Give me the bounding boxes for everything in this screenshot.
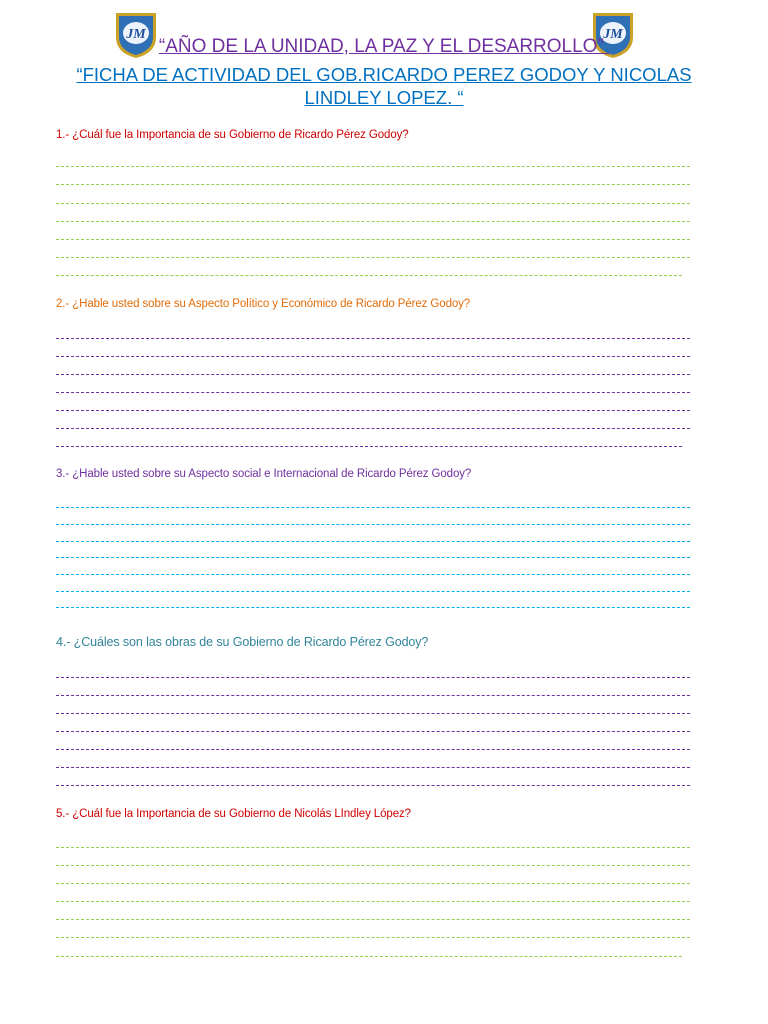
answer-line[interactable]: [56, 713, 690, 714]
answer-line[interactable]: [56, 937, 690, 938]
answer-line[interactable]: [56, 446, 682, 447]
answer-line[interactable]: [56, 356, 690, 357]
answer-line[interactable]: [56, 203, 690, 204]
motto-heading: [0, 36, 768, 58]
answer-line[interactable]: [56, 785, 690, 786]
answer-line[interactable]: [56, 591, 690, 592]
answer-line[interactable]: [56, 574, 690, 575]
answer-line[interactable]: [56, 507, 690, 508]
question-5-number: 5.-: [56, 808, 70, 820]
question-4-number: 4.-: [56, 635, 71, 649]
worksheet-title: “FICHA DE ACTIVIDAD DEL GOB.RICARDO PEREZ GODOY Y NICOLAS LINDLEY LOPEZ. “: [76, 64, 692, 108]
question-5-text: ¿Cuál fue la Importancia de su Gobierno de Nicolás LIndley López?: [72, 808, 411, 820]
answer-line[interactable]: [56, 731, 690, 732]
answer-line[interactable]: [56, 607, 690, 608]
question-4-text: ¿Cuáles son las obras de su Gobierno de Ricardo Pérez Godoy?: [73, 635, 429, 649]
answer-line[interactable]: [56, 410, 690, 411]
svg-text:JM: JM: [603, 27, 623, 42]
answer-line[interactable]: [56, 847, 690, 848]
answer-line[interactable]: [56, 557, 690, 558]
answer-line[interactable]: [56, 221, 690, 222]
answer-line[interactable]: [56, 883, 690, 884]
question-3-text: ¿Hable usted sobre su Aspecto social e Internacional de Ricardo Pérez Godoy?: [72, 468, 472, 480]
answer-line[interactable]: [56, 767, 690, 768]
question-5: [56, 808, 411, 820]
answer-line[interactable]: [56, 166, 690, 167]
question-1-number: 1.-: [56, 129, 70, 141]
question-2-text: ¿Hable usted sobre su Aspecto Político y Económico de Ricardo Pérez Godoy?: [72, 298, 471, 310]
question-3-number: 3.-: [56, 468, 70, 480]
motto-period: .: [603, 36, 610, 57]
question-4: [56, 635, 428, 649]
question-2-number: 2.-: [56, 298, 70, 310]
answer-line[interactable]: [56, 901, 690, 902]
answer-line[interactable]: [56, 524, 690, 525]
answer-line[interactable]: [56, 428, 690, 429]
answer-line[interactable]: [56, 956, 682, 957]
answer-line[interactable]: [56, 338, 690, 339]
answer-line[interactable]: [56, 239, 690, 240]
answer-line[interactable]: [56, 865, 690, 866]
answer-line[interactable]: [56, 749, 690, 750]
motto-text: “AÑO DE LA UNIDAD, LA PAZ Y EL DESARROLLO”: [158, 36, 604, 57]
question-1-text: ¿Cuál fue la Importancia de su Gobierno de Ricardo Pérez Godoy?: [72, 129, 409, 141]
question-2: [56, 298, 470, 310]
svg-text:JM: JM: [126, 27, 146, 42]
answer-line[interactable]: [56, 541, 690, 542]
question-1: [56, 129, 409, 141]
answer-line[interactable]: [56, 919, 690, 920]
answer-line[interactable]: [56, 695, 690, 696]
answer-line[interactable]: [56, 184, 690, 185]
answer-line[interactable]: [56, 677, 690, 678]
answer-line[interactable]: [56, 275, 682, 276]
question-3: [56, 468, 471, 480]
answer-line[interactable]: [56, 257, 690, 258]
answer-line[interactable]: [56, 374, 690, 375]
answer-line[interactable]: [56, 392, 690, 393]
